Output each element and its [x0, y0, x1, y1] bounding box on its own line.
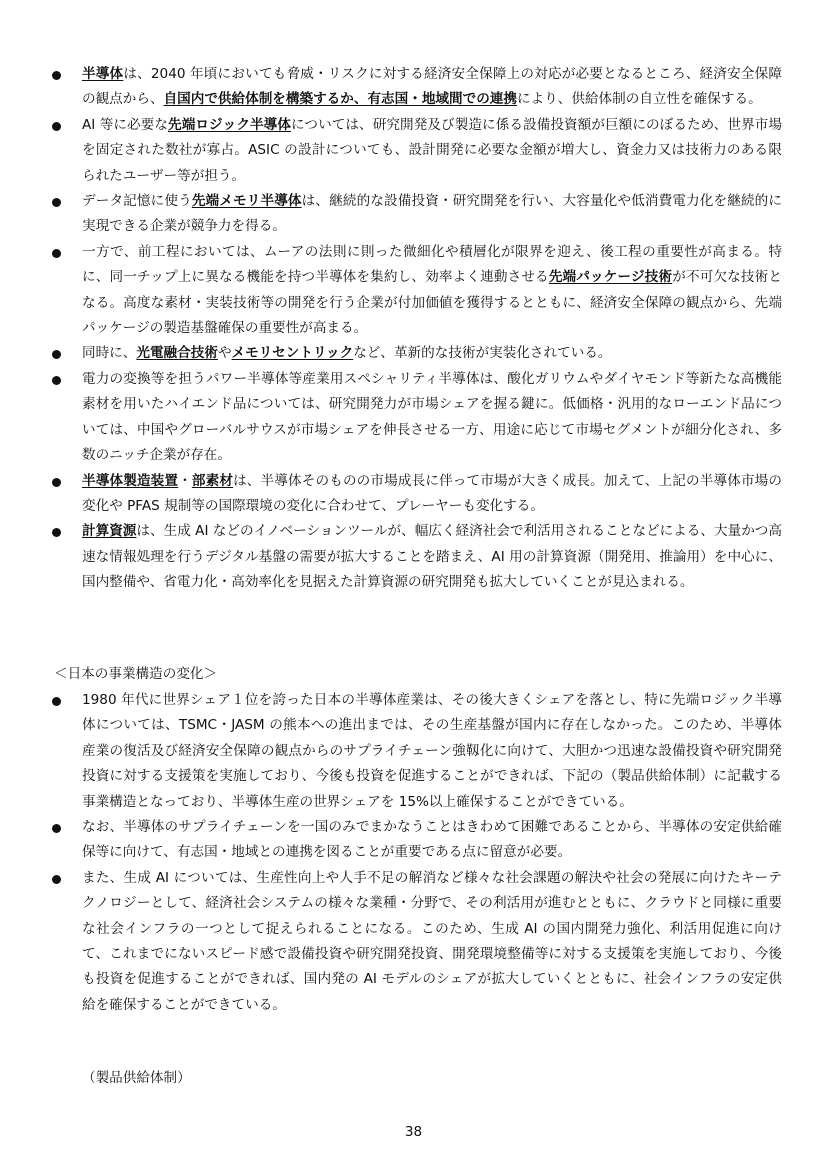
bullet-item — [0, 367, 827, 469]
text-run: また、生成 AI については、生産性向上や人手不足の解消など様々な社会課題の解決や社会の発展に向けたキーテクノロジーとして、経済社会システムの様々な業種・分野で、その利活用が進むとともに、クラウドと同様に重要な社会インフラの一つとして捉えられることになる。このため、生成 AI の国内開発力強化、利活用促進に向けて、これまでにないスピード感で設備投資や研究開発投資、開発環境整備等に対する支援策を実施しており、今後も投資を促進することができれば、国内発の AI モデルのシェアが拡大していくとともに、社会インフラの安定供給を確保することができている。 — [82, 869, 782, 1013]
bullet-text — [82, 341, 782, 366]
emphasis-term: 自国内で供給体制を構築するか、有志国・地域間での連携 — [163, 91, 517, 108]
bullet-item — [0, 815, 827, 866]
bullet-item — [0, 62, 827, 113]
caption-product-supply-system: （製品供給体制） — [82, 1070, 191, 1086]
text-run: は、継続的な設備投資・研究開発を行い、大容量化や低消費電力化を継続的に実現できる企業が競争力を得る。 — [82, 193, 783, 235]
emphasis-term: 半導体製造装置 — [82, 472, 179, 489]
emphasis-term: 先端パッケージ技術 — [548, 269, 673, 286]
bullet-item — [0, 866, 827, 1018]
bullet-text — [82, 688, 782, 815]
text-run: については、研究開発及び製造に係る設備投資額が巨額にのぼるため、世界市場を固定された数社が寡占。ASIC の設計についても、設計開発に必要な金額が増大し、資金力又は技術力のある限られたユーザー等が担う。 — [82, 116, 783, 184]
bullet-dot-icon — [52, 875, 61, 884]
text-run: 1980 年代に世界シェア１位を誇った日本の半導体産業は、その後大きくシェアを落とし、特に先端ロジック半導体については、TSMC・JASM の熊本への進出までは、その生産基盤が国内に存在しなかった。このため、半導体産業の復活及び経済安全保障の観点からのサプライチェーン強靱化に向けて、大胆かつ迅速な設備投資や研究開発投資に対する支援策を実施しており、今後も投資を促進することができれば、下記の（製品供給体制）に記載する事業構造となっており、半導体生産の世界シェアを 15%以上確保することができている。 — [82, 692, 782, 810]
text-run: や — [217, 345, 232, 362]
text-run: など、革新的な技術が実装化されている。 — [353, 345, 612, 362]
page-number: 38 — [404, 1124, 423, 1140]
bullet-text — [82, 113, 782, 189]
section-semiconductor-outlook — [0, 62, 827, 596]
emphasis-term: 先端ロジック半導体 — [168, 116, 292, 133]
text-run: により、供給体制の自立性を確保する。 — [517, 91, 762, 108]
text-run: 電力の変換等を担うパワー半導体等産業用スペシャリティ半導体は、酸化ガリウムやダイヤモンド等新たな高機能素材を用いたハイエンド品については、研究開発力が市場シェアを握る鍵に。低価格・汎用的なローエンド品については、中国やグローバルサウスが市場シェアを伸長させる一方、用途に応じて市場セグメントが細分化され、多数のニッチ企業が存在。 — [82, 370, 782, 464]
text-run: なお、半導体のサプライチェーンを一国のみでまかなうことはきわめて困難であることから、半導体の安定供給確保等に向けて、有志国・地域との連携を図ることが重要である点に留意が必要。 — [82, 819, 782, 861]
bullet-text — [82, 815, 782, 866]
bullet-item — [0, 240, 827, 342]
bullet-dot-icon — [52, 824, 61, 833]
bullet-dot-icon — [52, 71, 61, 80]
bullet-item — [0, 519, 827, 595]
bullet-dot-icon — [52, 122, 61, 131]
bullet-dot-icon — [52, 249, 61, 258]
bullet-dot-icon — [52, 198, 61, 207]
emphasis-term: メモリセントリック — [231, 345, 354, 362]
text-run: AI 等に必要な — [82, 116, 169, 133]
bullet-item — [0, 113, 827, 189]
emphasis-term: 半導体 — [82, 66, 124, 82]
bullet-dot-icon — [52, 478, 61, 487]
text-run: 一方で、前工程においては、ムーアの法則に則った微細化や積層化が限界を迎え、後工程の重要性が高まる。特に、同一チップ上に異なる機能を持つ半導体を集約し、効率よく連動させる — [82, 243, 782, 286]
text-run: が不可欠な技術となる。高度な素材・実装技術等の開発を行う企業が付加価値を獲得するとともに、経済安全保障の観点から、先端パッケージの製造基盤確保の重要性が高まる。 — [82, 269, 783, 337]
bullet-item — [0, 469, 827, 520]
text-run: は、生成 AI などのイノベーションツールが、幅広く経済社会で利活用されることなどによる、大量かつ高速な情報処理を行うデジタル基盤の需要が拡大することを踏まえ、AI 用の計算資源（開発用、推論用）を中心に、国内整備や、省電力化・高効率化を見据えた計算資源の研究開発も拡大していくことが見込まれる。 — [82, 523, 782, 591]
emphasis-term: 部素材 — [191, 472, 234, 489]
bullet-item — [0, 189, 827, 240]
bullet-item — [0, 341, 827, 366]
bullet-text — [82, 519, 782, 595]
text-run: は、2040 年頃においても脅威・リスクに対する経済安全保障上の対応が必要となるところ、経済安全保障の観点から、 — [82, 66, 782, 108]
text-run: は、半導体そのものの市場成長に伴って市場が大きく成長。加えて、上記の半導体市場の変化や PFAS 規制等の国際環境の変化に合わせて、プレーヤーも変化する。 — [82, 472, 783, 514]
emphasis-term: 光電融合技術 — [136, 345, 218, 362]
bullet-text — [82, 62, 782, 113]
bullet-text — [82, 189, 782, 240]
section-japan-business-structure — [0, 688, 827, 1018]
bullet-text — [82, 240, 782, 342]
text-run: データ記憶に使う — [82, 193, 192, 210]
emphasis-term: 計算資源 — [82, 523, 137, 540]
bullet-item — [0, 688, 827, 815]
bullet-dot-icon — [52, 697, 61, 706]
text-run: 同時に、 — [82, 345, 137, 362]
bullet-dot-icon — [52, 528, 61, 537]
bullet-text — [82, 469, 782, 520]
emphasis-term: 先端メモリ半導体 — [191, 193, 302, 210]
bullet-text — [82, 866, 782, 1018]
text-run: ・ — [178, 472, 192, 489]
bullet-text — [82, 367, 782, 469]
section-heading: ＜日本の事業構造の変化＞ — [54, 666, 218, 682]
bullet-dot-icon — [52, 376, 61, 385]
bullet-dot-icon — [52, 350, 61, 359]
